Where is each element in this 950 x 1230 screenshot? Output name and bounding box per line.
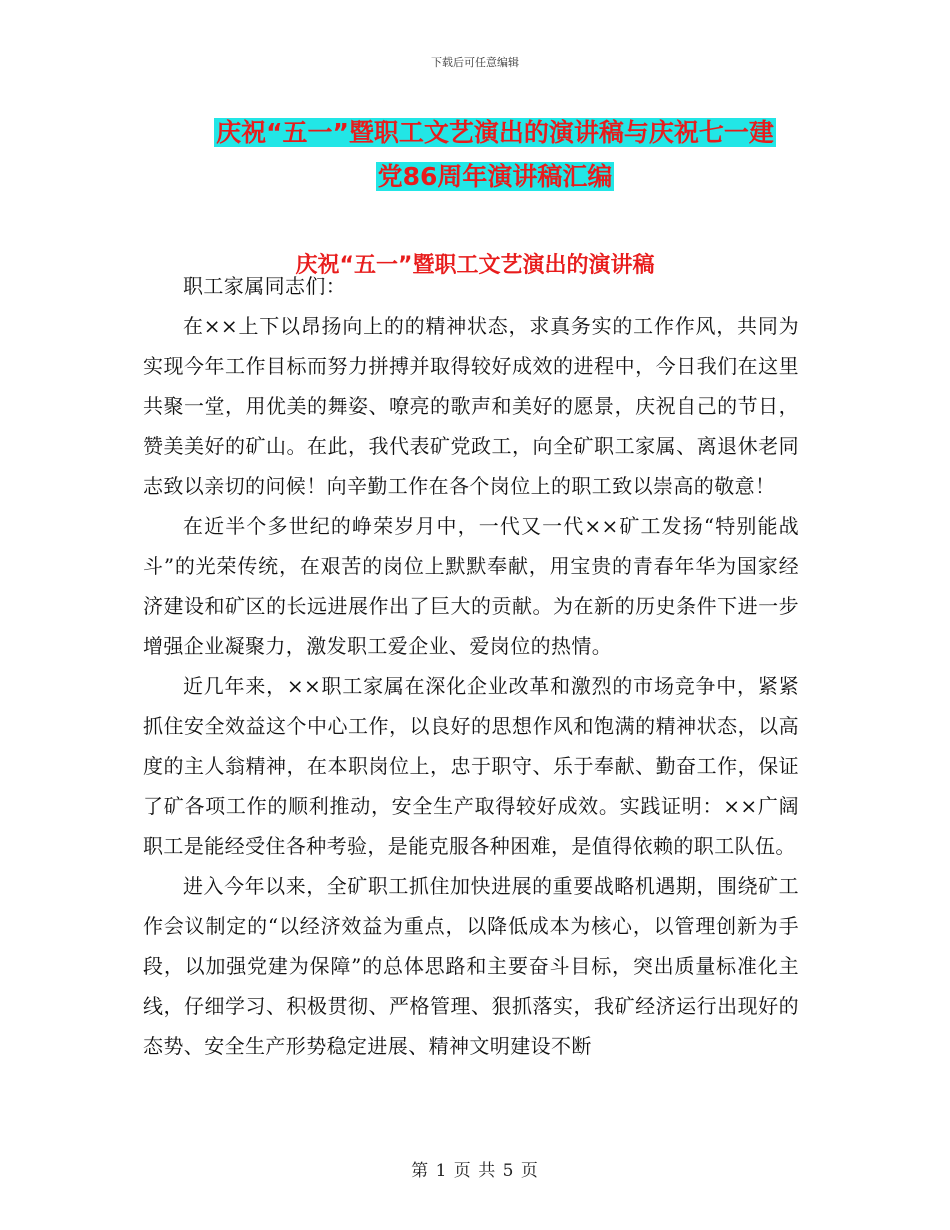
paragraph: 近几年来，××职工家属在深化企业改革和激烈的市场竞争中，紧紧抓住安全效益这个中心工作，以良好的思想作风和饱满的精神状态，以高度的主人翁精神，在本职岗位上，忠于职守、乐于奉献、勤奋工作，保证了矿各项工作的顺利推动，安全生产取得较好成效。实践证明：××广阔职工是能经受住各种考验，是能克服各种困难，是值得依赖的职工队伍。: [143, 674, 799, 858]
document-title-line-2: 党86周年演讲稿汇编: [377, 162, 613, 191]
page-footer: 第 1 页 共 5 页: [411, 1161, 539, 1181]
paragraph: 进入今年以来，全矿职工抓住加快进展的重要战略机遇期，围绕矿工作会议制定的“以经济效益为重点，以降低成本为核心，以管理创新为手段，以加强党建为保障”的总体思路和主要奋斗目标，突出质量标准化主线，仔细学习、积极贯彻、严格管理、狠抓落实，我矿经济运行出现好的态势、安全生产形势稳定进展、精神文明建设不断: [143, 874, 799, 1058]
paragraph: 在近半个多世纪的峥荣岁月中，一代又一代××矿工发扬“特别能战斗”的光荣传统，在艰苦的岗位上默默奉献，用宝贵的青春年华为国家经济建设和矿区的长远进展作出了巨大的贡献。为在新的历史条件下进一步增强企业凝聚力，激发职工爱企业、爱岗位的热情。: [143, 514, 799, 658]
header-note: 下载后可任意编辑: [431, 56, 519, 69]
paragraph: 在××上下以昂扬向上的的精神状态，求真务实的工作作风，共同为实现今年工作目标而努力拼搏并取得较好成效的进程中，今日我们在这里共聚一堂，用优美的舞姿、嘹亮的歌声和美好的愿景，庆祝自己的节日，赞美美好的矿山。在此，我代表矿党政工，向全矿职工家属、离退休老同志致以亲切的问候！向辛勤工作在各个岗位上的职工致以崇高的敬意！: [143, 314, 799, 498]
section-title: 庆祝“五一”暨职工文艺演出的演讲稿: [295, 253, 655, 278]
salutation: 职工家属同志们：: [183, 274, 347, 298]
speech-body: [143, 266, 799, 1066]
document-title: [140, 111, 850, 199]
document-title-line-1: 庆祝“五一”暨职工文艺演出的演讲稿与庆祝七一建: [216, 118, 774, 147]
